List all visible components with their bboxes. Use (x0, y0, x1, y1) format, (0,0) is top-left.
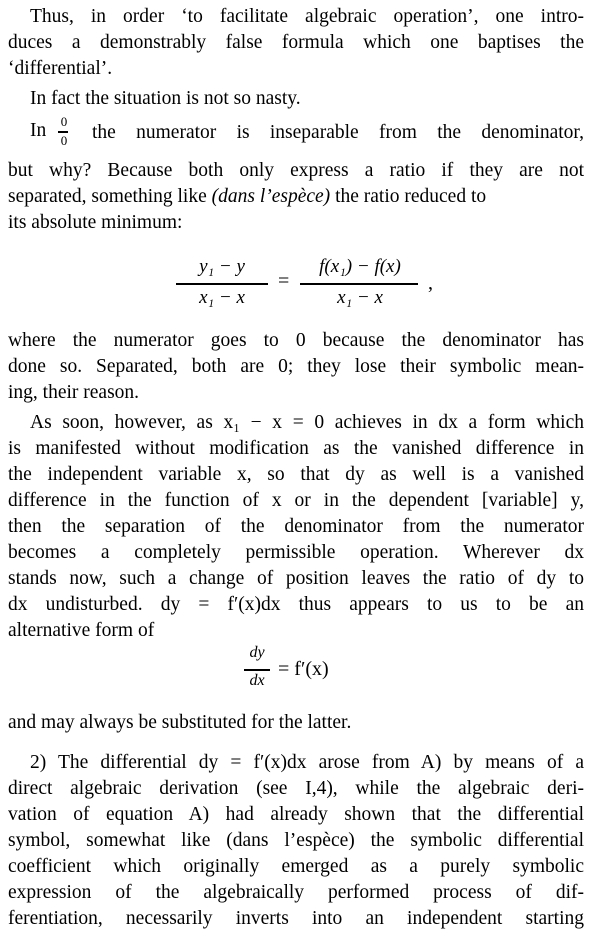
text-line (8, 184, 584, 210)
text-line: coefficient which originally emerged as a purely symbolic (8, 856, 584, 877)
text-line: direct algebraic derivation (see I,4), while the algebraic deri- (8, 778, 584, 799)
italic-phrase: (dans l’espèce) (211, 186, 331, 207)
text-line: ferentiation, necessarily inverts into an independent starting (8, 908, 584, 929)
eq2-rhs: = f′(x) (278, 658, 329, 680)
text-line: is manifested without modification as the vanished difference in (8, 438, 584, 459)
text-line: becomes a completely permissible operation. Wherever dx (8, 542, 584, 563)
text-line: but why? Because both only express a ratio if they are not (8, 160, 584, 181)
text-line: the independent variable x, so that dy as well is a vanished (8, 464, 584, 485)
text-line: ‘differential’. (8, 58, 113, 79)
eq2-denominator: dx (249, 672, 265, 689)
text-line: and may always be substituted for the latter. (8, 712, 352, 733)
eq-lhs-denominator: x₁ − x (199, 287, 245, 308)
text-line: then the separation of the denominator from the numerator (8, 516, 584, 537)
text-line: its absolute minimum: (8, 212, 183, 233)
text-line: As soon, however, as x₁ − x = 0 achieves in dx a form which (30, 412, 584, 433)
eq2-bar (244, 669, 270, 671)
eq2-numerator: dy (249, 644, 265, 661)
text-line: vation of equation A) had already shown that the differential (8, 804, 584, 825)
text-line: alternative form of (8, 620, 155, 641)
text-line: where the numerator goes to 0 because the denominator has (8, 330, 584, 351)
text-line: the numerator is inseparable from the denominator, (92, 122, 584, 143)
text-line: difference in the function of x or in the dependent [variable] y, (8, 490, 584, 511)
text-line: duces a demonstrably false formula which one baptises the (8, 32, 584, 53)
eq-rhs-bar (300, 283, 418, 285)
text-line: In fact the situation is not so nasty. (30, 88, 301, 109)
text-line: ing, their reason. (8, 382, 140, 403)
eq-equals: = (278, 270, 290, 292)
text-lead: In (30, 120, 47, 141)
text-line: Thus, in order ‘to facilitate algebraic operation’, one intro- (30, 6, 584, 27)
eq-rhs-denominator: x₁ − x (337, 287, 383, 308)
text-span: separated, something like (8, 186, 207, 207)
eq-lhs-numerator: y₁ − y (199, 256, 245, 277)
fraction-denominator: 0 (60, 133, 68, 148)
text-line: done so. Separated, both are 0; they lose their symbolic mean- (8, 356, 584, 377)
text-line: symbol, somewhat like (dans l’espèce) the symbolic differential (8, 830, 584, 851)
fraction-numerator: 0 (60, 114, 68, 129)
text-line: dx undisturbed. dy = f′(x)dx thus appears to us to be an (8, 594, 584, 615)
text-span: the ratio reduced to (335, 186, 487, 207)
text-line: expression of the algebraically performed process of dif- (8, 882, 584, 903)
eq-rhs-numerator: f(x₁) − f(x) (319, 256, 401, 277)
text-line: 2) The differential dy = f′(x)dx arose from A) by means of a (30, 752, 584, 773)
eq-comma: , (428, 272, 433, 294)
text-line: stands now, such a change of position leaves the ratio of dy to (8, 568, 584, 589)
eq-lhs-bar (176, 283, 268, 285)
